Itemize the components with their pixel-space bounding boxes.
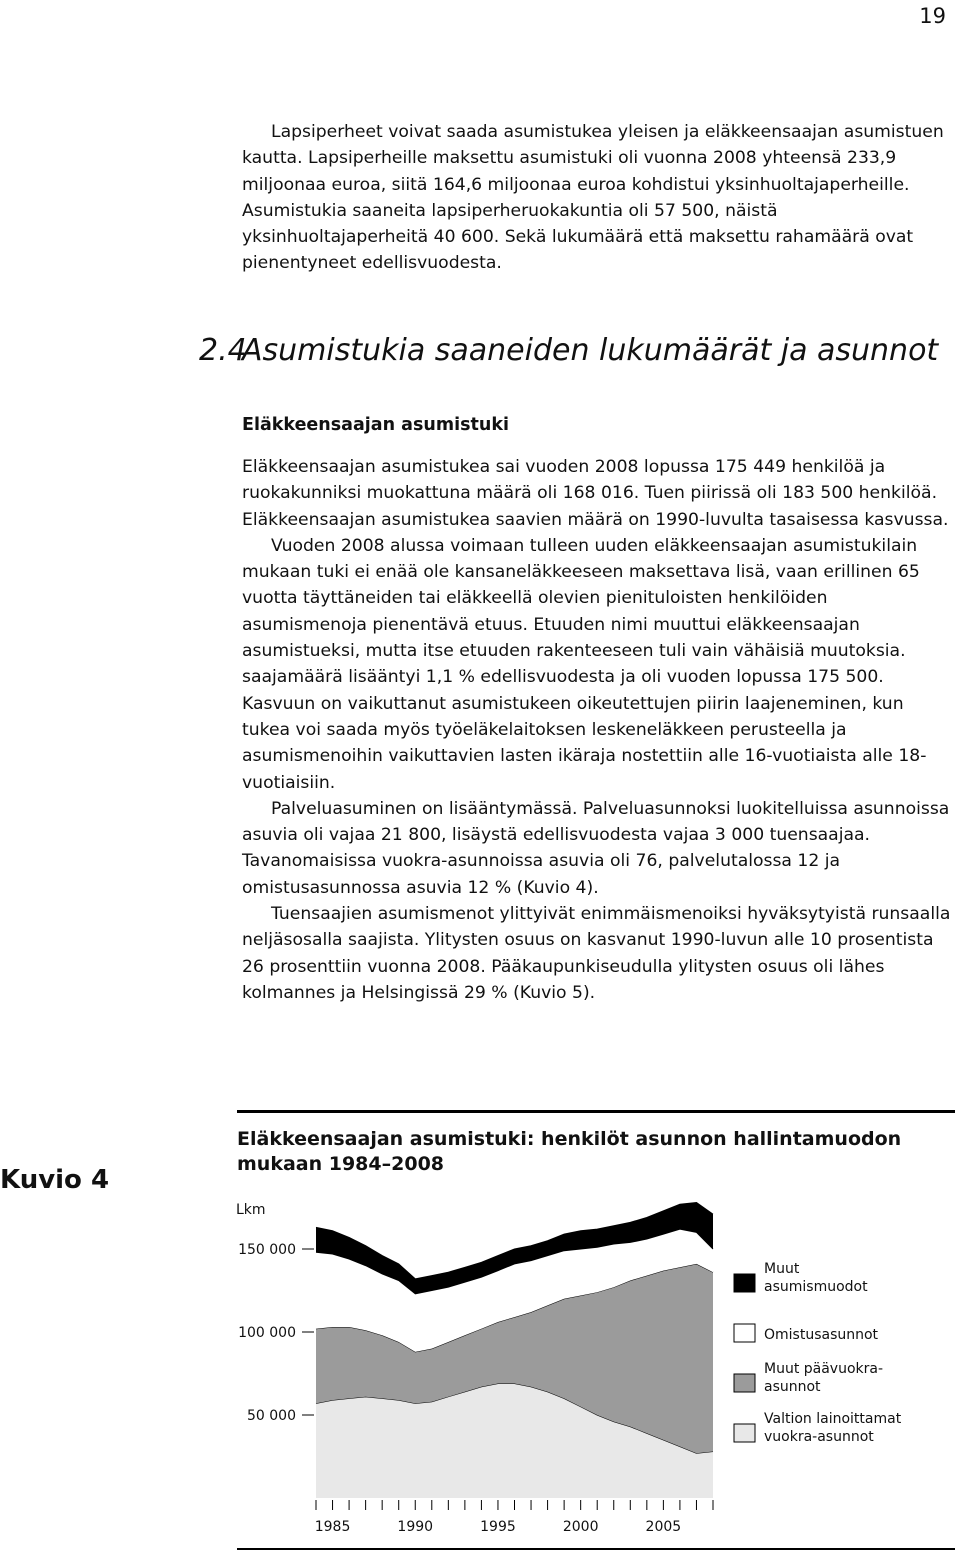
legend-label: Omistusasunnot [764, 1327, 879, 1343]
x-tick-label: 1995 [480, 1519, 516, 1535]
x-tick-label: 1990 [397, 1519, 434, 1535]
legend-swatch [734, 1274, 755, 1292]
section-title: Asumistukia saaneiden lukumäärät ja asunnot [242, 333, 939, 368]
legend-label: asunnot [764, 1379, 821, 1395]
legend-label: asumismuodot [764, 1279, 868, 1295]
paragraph-4: Tuensaajien asumismenot ylittyivät enimmäismenoiksi hyväksytyistä runsaalla neljäsosalla saajista. Ylitysten osuus on kasvanut 1990-luvun alle 10 prosentista 26 prosenttiin vuonna 2008. Pääkaupunkiseudulla ylitysten osuus oli lähes kolmannes ja Helsingissä 29 % (Kuvio 5). [242, 904, 951, 1003]
paragraph-1: Eläkkeensaajan asumistukea sai vuoden 2008 lopussa 175 449 henkilöä ja ruokakunniksi muokattuna määrä oli 168 016. Tuen piirissä oli 183 500 henkilöä. Eläkkeensaajan asumistukea saavien määrä on 1990-luvulta tasaisessa kasvussa. [242, 457, 949, 530]
paragraph-2: Vuoden 2008 alussa voimaan tulleen uuden eläkkeensaajan asumistukilain mukaan tuki ei enää ole kansaneläkkeeseen maksettava lisä, vaan erillinen 65 vuotta täyttäneiden tai eläkkeellä olevien pienituloisten henkilöiden asumismenoja pienentävä etuus. Etuuden nimi muuttui eläkkeensaajan asumistueksi, mutta itse etuuden rakenteeseen tuli vain vähäisiä muutoksia. saajamäärä lisääntyi 1,1 % edellisvuodesta ja oli vuoden lopussa 175 500. Kasvuun on vaikuttanut asumistukeen oikeutettujen piirin laajeneminen, kun tukea voi saada myös työeläkelaitoksen leskeneläkkeen perusteella ja asumismenoihin vaikuttavien lasten ikäraja nostettiin alle 16-vuotiaista alle 18-vuotiaisiin. [242, 535, 927, 793]
legend-swatch [734, 1374, 755, 1392]
intro-paragraph: Lapsiperheet voivat saada asumistukea yleisen ja eläkkeensaajan asumistuen kautta. Lapsiperheille maksettu asumistuki oli vuonna 2008 yhteensä 233,9 miljoonaa euroa, siitä 164,6 miljoonaa euroa kohdistui yksinhuoltajaperheille. Asumistukia saaneita lapsiperheruokakuntia oli 57 500, näistä yksinhuoltajaperheitä 40 600. Sekä lukumäärä että maksettu rahamäärä ovat pienentyneet edellisvuodesta. [242, 122, 944, 274]
subheading: Eläkkeensaajan asumistuki [242, 415, 509, 435]
legend-swatch [734, 1424, 755, 1442]
x-tick-label: 1985 [314, 1519, 351, 1535]
y-axis-label: Lkm [236, 1202, 266, 1218]
section-number: 2.4 [199, 333, 247, 368]
legend-swatch [734, 1324, 755, 1342]
page-number: 19 [919, 4, 946, 28]
paragraph-3: Palveluasuminen on lisääntymässä. Palveluasunnoksi luokitelluissa asunnoissa asuvia oli vajaa 21 800, lisäystä edellisvuodesta vajaa 3 000 tuensaajaa. Tavanomaisissa vuokra-asunnoissa asuvia oli 76, palvelutalossa 12 ja omistusasunnossa asuvia 12 % (Kuvio 4). [242, 798, 950, 898]
x-tick-label: 2000 [562, 1519, 599, 1535]
legend-label: Valtion lainoittamat [764, 1411, 902, 1427]
y-tick-label: 50 000 [247, 1408, 296, 1424]
figure-label: Kuvio 4 [0, 1165, 110, 1195]
figure-bottom-rule [237, 1548, 955, 1550]
y-tick-label: 150 000 [238, 1242, 296, 1258]
x-tick-label: 2005 [645, 1519, 682, 1535]
legend-label: Muut päävuokra- [764, 1361, 884, 1377]
legend-label: Muut [764, 1261, 800, 1277]
figure-title: Eläkkeensaajan asumistuki: henkilöt asunnon hallintamuodon mukaan 1984–2008 [237, 1128, 902, 1175]
y-tick-label: 100 000 [238, 1325, 296, 1341]
legend-label: vuokra-asunnot [764, 1429, 874, 1445]
